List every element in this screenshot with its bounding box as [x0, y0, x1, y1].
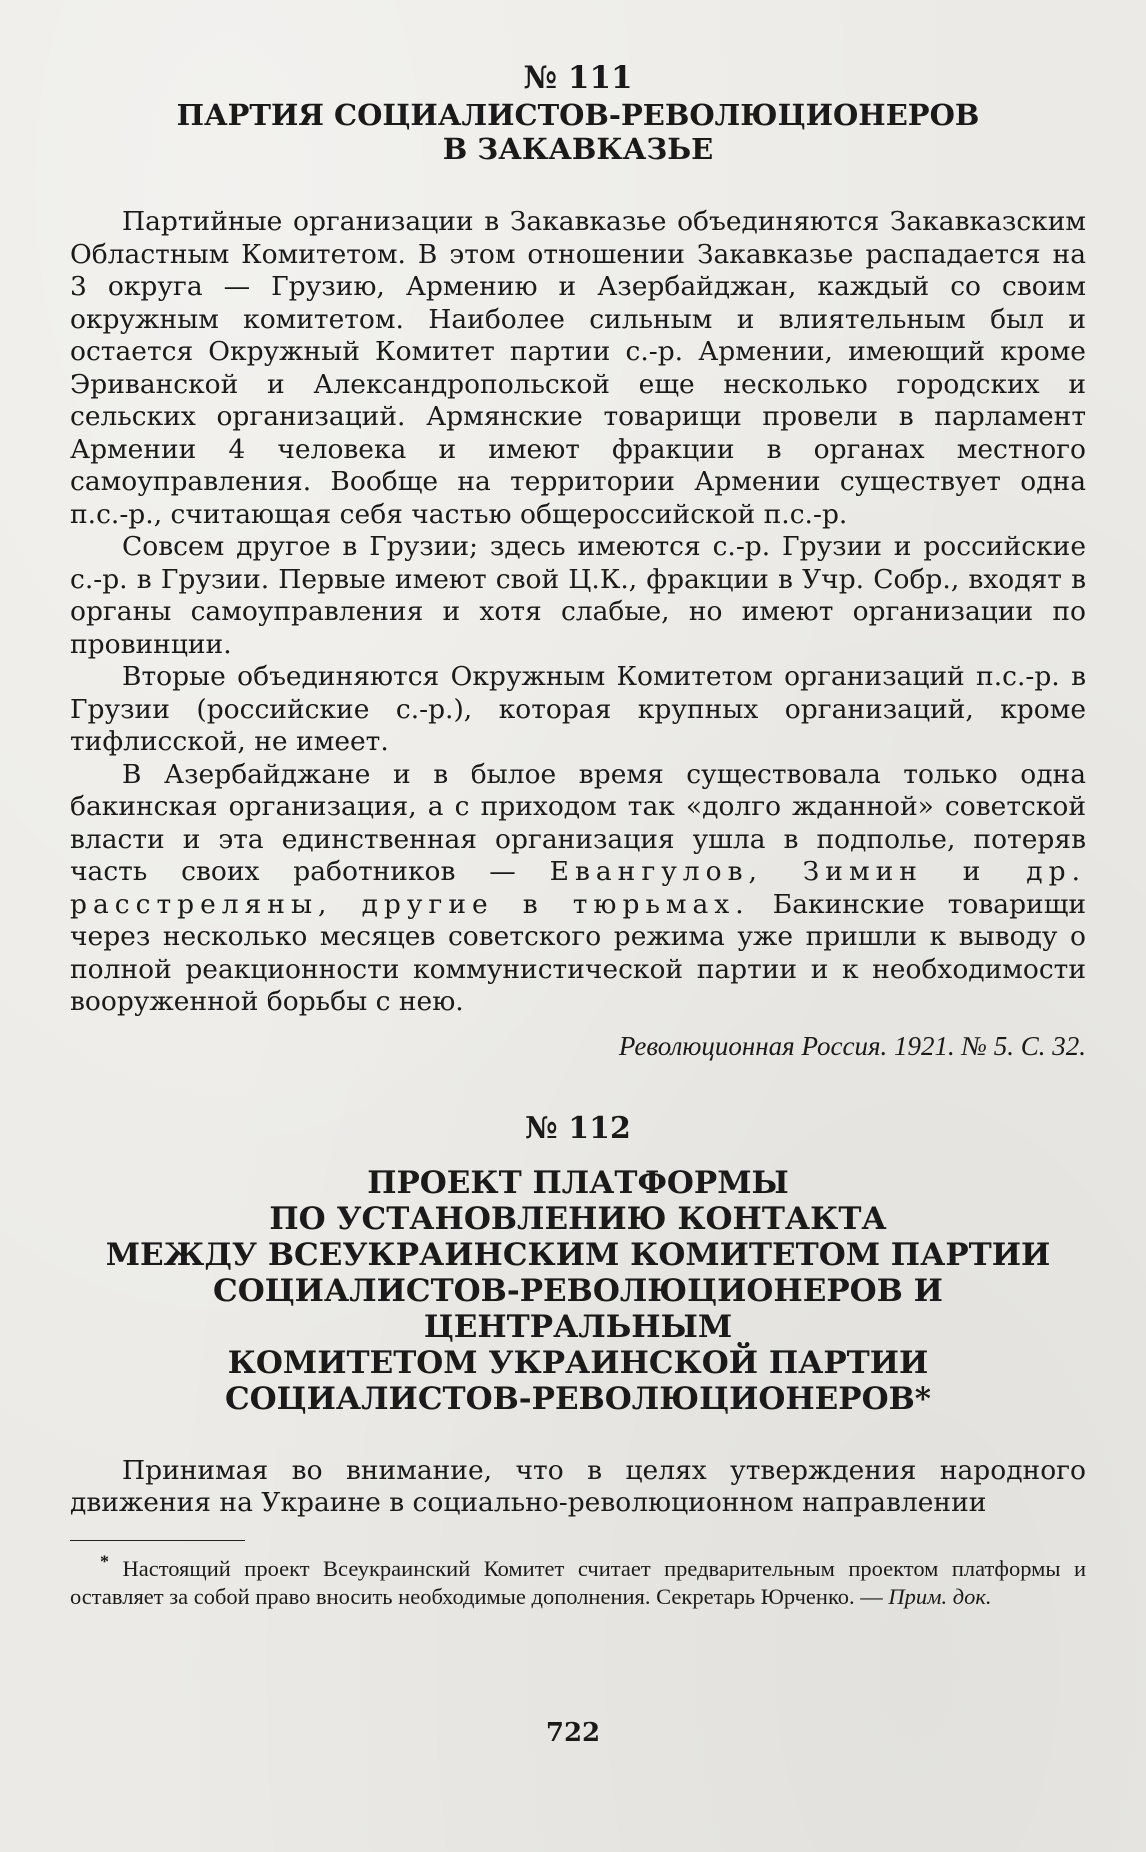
paragraph: Принимая во внимание, что в целях утверждения народного движения на Украине в социально-революционном направлении — [70, 1454, 1086, 1518]
title-line: ПРОЕКТ ПЛАТФОРМЫ — [367, 1164, 789, 1201]
footnote — [70, 1551, 1086, 1611]
document-number: № 111 — [523, 60, 633, 96]
footnote-mark: * — [100, 1551, 109, 1571]
title-line: МЕЖДУ ВСЕУКРАИНСКИМ КОМИТЕТОМ ПАРТИИ — [105, 1236, 1051, 1273]
paragraph-text: Бакинские товарищи через несколько месяцев советского режима уже пришли к выводу о полной реакционности коммунистической партии и к необходимости вооруженной борьбы с нею. — [70, 888, 1086, 1017]
footnote-attribution: Прим. док. — [888, 1583, 992, 1609]
document-number: № 112 — [525, 1110, 631, 1146]
document-title — [70, 98, 1086, 166]
document-title — [70, 1165, 1086, 1417]
document-111 — [70, 60, 1086, 1063]
title-line: ПО УСТАНОВЛЕНИЮ КОНТАКТА — [269, 1200, 887, 1237]
paragraph — [70, 759, 1086, 1019]
document-body — [70, 1455, 1086, 1520]
spaced-text: расстреляны, другие в тюрьмах. — [70, 888, 750, 920]
title-line: В ЗАКАВКАЗЬЕ — [442, 132, 714, 166]
footnote-text: Настоящий проект Всеукраинский Комитет считает предварительным проектом платформы и оставляет за собой право вносить необходимые дополнения. Секретарь Юрченко. — — [70, 1555, 1086, 1609]
footnote-divider — [70, 1540, 245, 1541]
text-column — [70, 60, 1086, 1611]
page-number: 722 — [545, 1718, 601, 1748]
spaced-text: Евангулов, Зимин и др. — [549, 856, 1086, 887]
title-line: КОМИТЕТОМ УКРАИНСКОЙ ПАРТИИ — [227, 1344, 929, 1381]
title-line: СОЦИАЛИСТОВ-РЕВОЛЮЦИОНЕРОВ И ЦЕНТРАЛЬНЫМ — [213, 1272, 943, 1345]
paragraph: Вторые объединяются Окружным Комитетом организаций п.с.-р. в Грузии (российские с.-р.), которая крупных организаций, кроме тифлисской, не имеет. — [70, 661, 1086, 757]
document-body — [70, 206, 1086, 1019]
paragraph: Совсем другое в Грузии; здесь имеются с.-р. Грузии и российские с.-р. в Грузии. Первые имеют свой Ц.К., фракции в Учр. Собр., входят в органы самоуправления и хотя слабые, но имеют организации по провинции. — [70, 531, 1086, 660]
paragraph: Партийные организации в Закавказье объединяются Закавказским Областным Комитетом. В этом отношении Закавказье распадается на 3 округа — Грузию, Армению и Азербайджан, каждый со своим окружным комитетом. Наиболее сильным и влиятельным был и остается Окружный Комитет партии с.-р. Армении, имеющий кроме Эриванской и Александропольской еще несколько городских и сельских организаций. Армянские товарищи провели в парламент Армении 4 человека и имеют фракции в органах местного самоуправления. Вообще на территории Армении существует одна п.с.-р., считающая себя частью общероссийской п.с.-р. — [70, 206, 1086, 530]
paragraph-text: В Азербайджане и в былое время существовала только одна бакинская организация, а с приходом так «долго жданной» советской власти и эта единственная организация ушла в подполье, потеряв часть своих работников — — [70, 758, 1086, 887]
title-line: ПАРТИЯ СОЦИАЛИСТОВ-РЕВОЛЮЦИОНЕРОВ — [176, 98, 980, 132]
document-112 — [70, 1111, 1086, 1611]
source-citation: Революционная Россия. 1921. № 5. С. 32. — [618, 1030, 1086, 1061]
title-line: СОЦИАЛИСТОВ-РЕВОЛЮЦИОНЕРОВ* — [224, 1380, 932, 1417]
